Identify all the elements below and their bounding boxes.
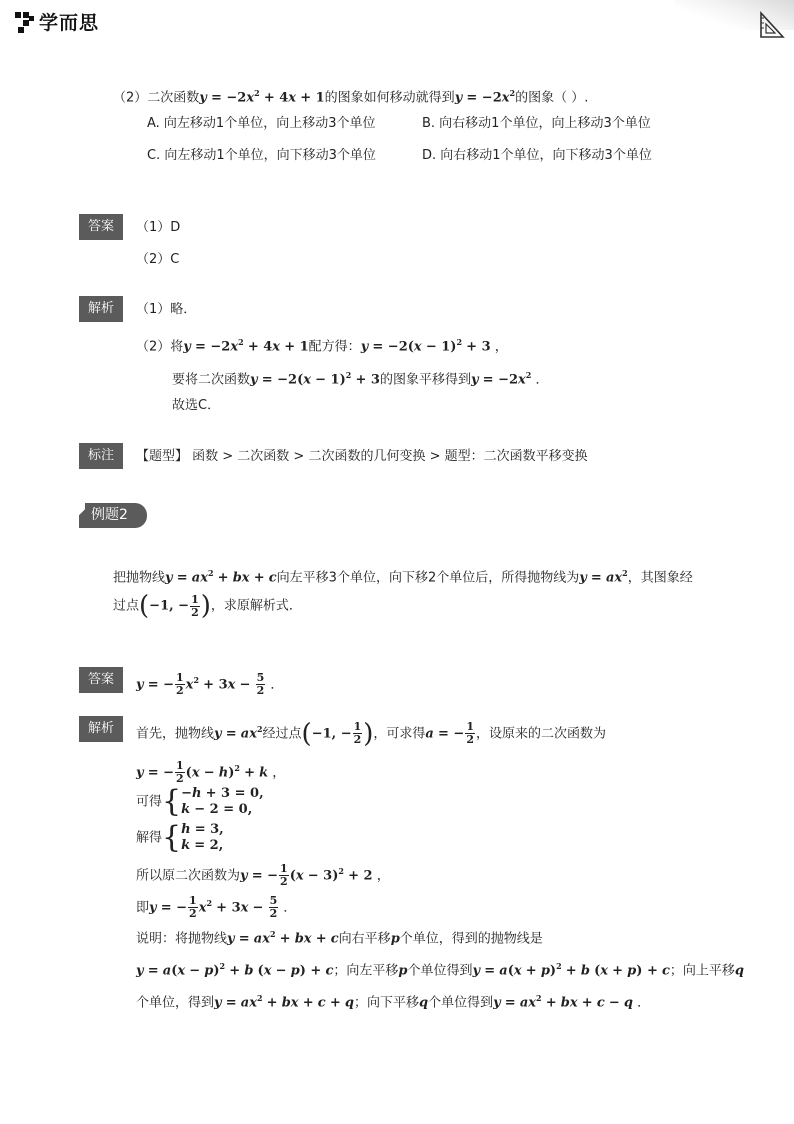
answer-line: （2）C xyxy=(136,252,180,267)
analysis-line: 即y = − $\frac{1}{2}$ $x^2 + 3x$ − $\frac{5}{2}$ ． xyxy=(136,894,297,921)
analysis-line: （2）将$y = -2x^2 + 4x + 1$配方得：$y = -2(x - 1)^2 + 3$ ， xyxy=(136,337,508,355)
analysis-system: 可得{−h + 3 = 0, k − 2 = 0, xyxy=(136,784,264,819)
example-stem: 过点(−1, − $\frac{1}{2}$ )，求原解析式． xyxy=(113,591,302,621)
answer-tag: 答案 xyxy=(79,214,123,240)
question-stem: （2）二次函数$y = -2x^2 + 4x + 1$的图象如何移动就得到$y = -2x^2$的图象（ ）. xyxy=(113,88,589,106)
answer-line: （1）D xyxy=(136,220,181,235)
analysis-line: y = − $\frac{1}{2}$ $(x - h)^2 + k$ ， xyxy=(136,759,286,786)
analysis-line: 说明：将抛物线$y = ax^2$ + bx + c向右平移p个单位，得到的抛物线是 xyxy=(136,929,543,947)
answer-formula: y = − $\frac{1}{2}$ $x^2 + 3x$ − $\frac{5}{2}$ ． xyxy=(136,671,284,698)
analysis-line: （1）略． xyxy=(136,302,197,317)
option-b[interactable]: B. 向右移动1个单位，向上移动3个单位 xyxy=(422,116,651,131)
brand-logo xyxy=(14,8,99,35)
option-c[interactable]: C. 向左移动1个单位，向下移动3个单位 xyxy=(147,148,376,163)
note-tag: 标注 xyxy=(79,443,123,469)
analysis-line: 首先，抛物线$y = ax^2$经过点(−1, − $\frac{1}{2}$ )，可求得a = − $\frac{1}{2}$ ，设原来的二次函数为 xyxy=(136,718,606,749)
example-title: 例题2 xyxy=(79,503,147,528)
logo-icon xyxy=(14,10,36,34)
option-d[interactable]: D. 向右移动1个单位，向下移动3个单位 xyxy=(422,148,652,163)
analysis-tag: 解析 xyxy=(79,716,123,742)
analysis-tag: 解析 xyxy=(79,296,123,322)
ruler-triangle-icon xyxy=(758,10,786,40)
option-a[interactable]: A. 向左移动1个单位，向上移动3个单位 xyxy=(147,116,376,131)
logo-text: 学而思 xyxy=(39,12,100,34)
analysis-line: 所以原二次函数为y = − $\frac{1}{2}$ $(x - 3)^2 + 2$ ， xyxy=(136,862,390,889)
answer-tag: 答案 xyxy=(79,667,123,693)
analysis-system: 解得{h = 3, k = 2, xyxy=(136,820,224,855)
example-stem: 把抛物线$y = ax^2$ + bx + c向左平移3个单位，向下移2个单位后，所得抛物线为$y = ax^2$，其图象经 xyxy=(113,568,693,586)
note-text: 【题型】 函数 > 二次函数 > 二次函数的几何变换 > 题型：二次函数平移变换 xyxy=(136,449,588,464)
analysis-line: 故选C． xyxy=(172,398,221,413)
analysis-line: $y = a(x - p)^2 + b$ (x − p) + c；向左平移p个单位得到$y = a(x + p)^2 + b$ (x + p) + c；向上平移q xyxy=(136,961,745,979)
analysis-line: 个单位，得到$y = ax^2$ + bx + c + q；向下平移q个单位得到$y = ax^2$ + bx + c − q ． xyxy=(136,993,651,1011)
analysis-line: 要将二次函数$y = -2(x - 1)^2 + 3$的图象平移得到$y = -2x^2$ ． xyxy=(172,370,549,388)
